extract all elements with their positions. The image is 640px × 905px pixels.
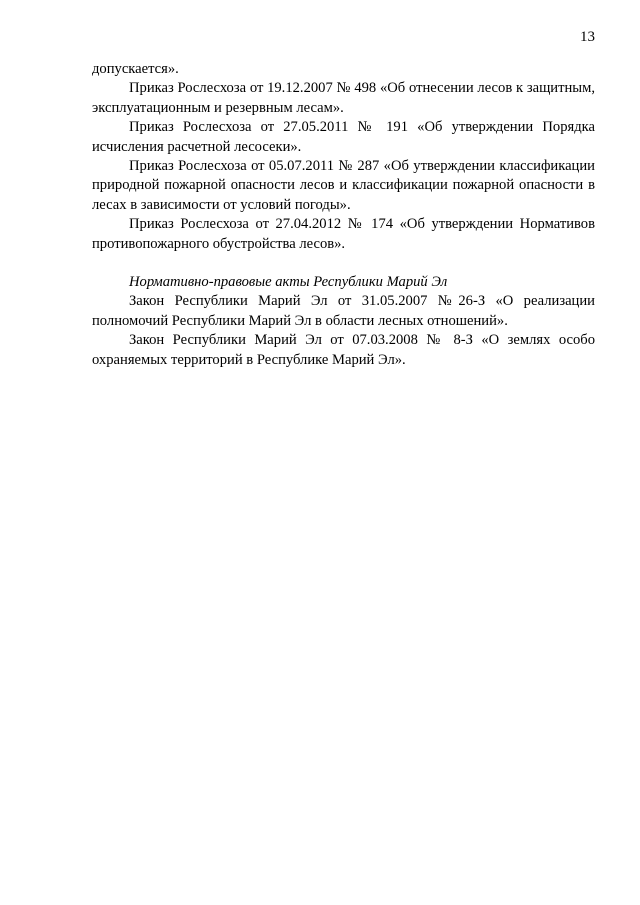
continuation-text: допускается». bbox=[92, 61, 179, 77]
list-item-order-287: Приказ Рослесхоза от 05.07.2011 № 287 «Об утверждении классификации природной пожарной опасности лесов и классификации пожарной опасности в лесах в зависимости от условий погоды». bbox=[92, 158, 595, 213]
list-item-order-498: Приказ Рослесхоза от 19.12.2007 № 498 «Об отнесении лесов к защитным, эксплуатационным и резервным лесам». bbox=[92, 80, 595, 116]
list-item-law-26-z: Закон Республики Марий Эл от 31.05.2007 №26-З «О реализации полномочий Республики Марий Эл в области лесных отношений». bbox=[92, 293, 595, 329]
section-heading: Нормативно-правовые акты Республики Марий Эл bbox=[129, 274, 448, 291]
list-item-law-8-z: Закон Республики Марий Эл от 07.03.2008 № 8-З «О землях особо охраняемых территорий в Республике Марий Эл». bbox=[92, 332, 595, 368]
list-item-order-191: Приказ Рослесхоза от 27.05.2011 № 191 «Об утверждении Порядка исчисления расчетной лесосеки». bbox=[92, 119, 595, 155]
document-body bbox=[92, 60, 595, 370]
list-item-order-174: Приказ Рослесхоза от 27.04.2012 № 174 «Об утверждении Нормативов противопожарного обустройства лесов». bbox=[92, 216, 595, 252]
page-number: 13 bbox=[580, 29, 595, 45]
